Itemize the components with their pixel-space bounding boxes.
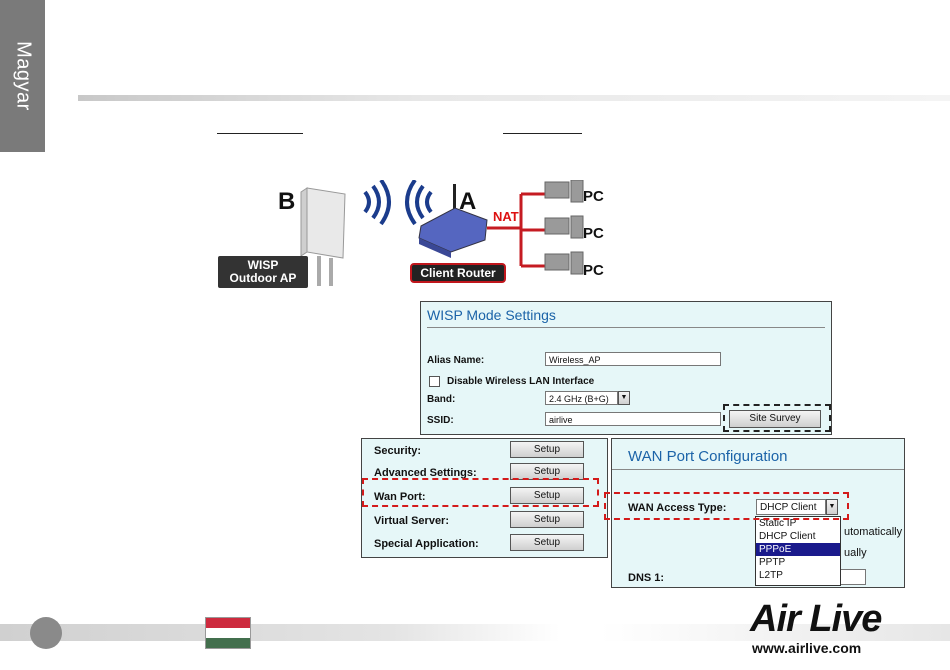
wan-access-type-select[interactable]: DHCP Client [756,499,826,515]
panel-title: WISP Mode Settings [427,307,556,323]
footer-bar [0,624,560,641]
virtual-server-label: Virtual Server: [374,515,450,527]
pc-icons [545,180,583,274]
alias-label: Alias Name: [427,355,485,366]
alias-input[interactable]: Wireless_AP [545,352,721,366]
security-setup-button[interactable]: Setup [510,441,584,458]
behind-text-2: ually [844,547,867,559]
special-application-setup-button[interactable]: Setup [510,534,584,551]
label-a: A [459,188,477,215]
client-router-box: Client Router [410,263,506,283]
special-application-label: Special Application: [374,538,479,550]
wan-port-setup-button[interactable]: Setup [510,487,584,504]
ssid-label: SSID: [427,415,454,426]
network-diagram [215,180,635,290]
wan-port-highlight [362,478,599,507]
nat-lines [487,194,545,266]
wireless-signal-icon [365,180,431,224]
option-pptp[interactable]: PPTP [759,557,786,568]
advanced-settings-label: Advanced Settings: [374,467,477,479]
dns1-input[interactable] [838,569,866,585]
pc-label-1: PC [583,188,604,205]
nat-label: NAT [493,209,519,224]
virtual-server-setup-button[interactable]: Setup [510,511,584,528]
label-b: B [278,188,296,215]
wisp-settings-panel [420,301,832,435]
wan-access-dropdown [755,516,841,586]
hungarian-flag-icon [205,617,251,649]
page-number-circle [30,617,62,649]
chevron-down-icon[interactable]: ▼ [618,391,630,405]
option-static-ip[interactable]: Static IP [759,518,797,529]
option-pppoe[interactable]: PPPoE [756,543,840,556]
disable-wlan-checkbox[interactable] [429,376,440,387]
wan-panel-title: WAN Port Configuration [628,448,788,465]
option-l2tp[interactable]: L2TP [759,570,783,581]
airlive-url: www.airlive.com [752,640,862,656]
underline-2 [503,133,582,134]
disable-wlan-label: Disable Wireless LAN Interface [447,376,595,387]
pc-label-2: PC [583,225,604,242]
pc-label-3: PC [583,262,604,279]
header-rule [78,95,950,101]
wan-title-divider [612,469,904,470]
outdoor-ap-line: Outdoor AP [229,271,297,285]
language-label: Magyar [12,41,34,111]
chevron-down-icon[interactable]: ▼ [826,499,838,515]
wisp-line: WISP [247,258,279,272]
advanced-setup-button[interactable]: Setup [510,463,584,480]
security-label: Security: [374,445,422,457]
underline-1 [217,133,303,134]
wan-access-type-label: WAN Access Type: [628,502,727,514]
wan-port-label: Wan Port: [374,491,426,503]
dns1-label: DNS 1: [628,572,665,584]
wisp-outdoor-ap-box [218,256,308,288]
ssid-input[interactable]: airlive [545,412,721,426]
site-survey-button[interactable]: Site Survey [729,410,821,428]
behind-text-1: utomatically [844,526,903,538]
band-select[interactable]: 2.4 GHz (B+G) [545,391,618,405]
option-dhcp-client[interactable]: DHCP Client [759,531,816,542]
band-label: Band: [427,394,456,405]
title-divider [427,327,825,328]
language-tab [0,0,45,152]
wan-access-highlight [604,492,849,520]
airlive-logo: Air Live [750,598,882,640]
